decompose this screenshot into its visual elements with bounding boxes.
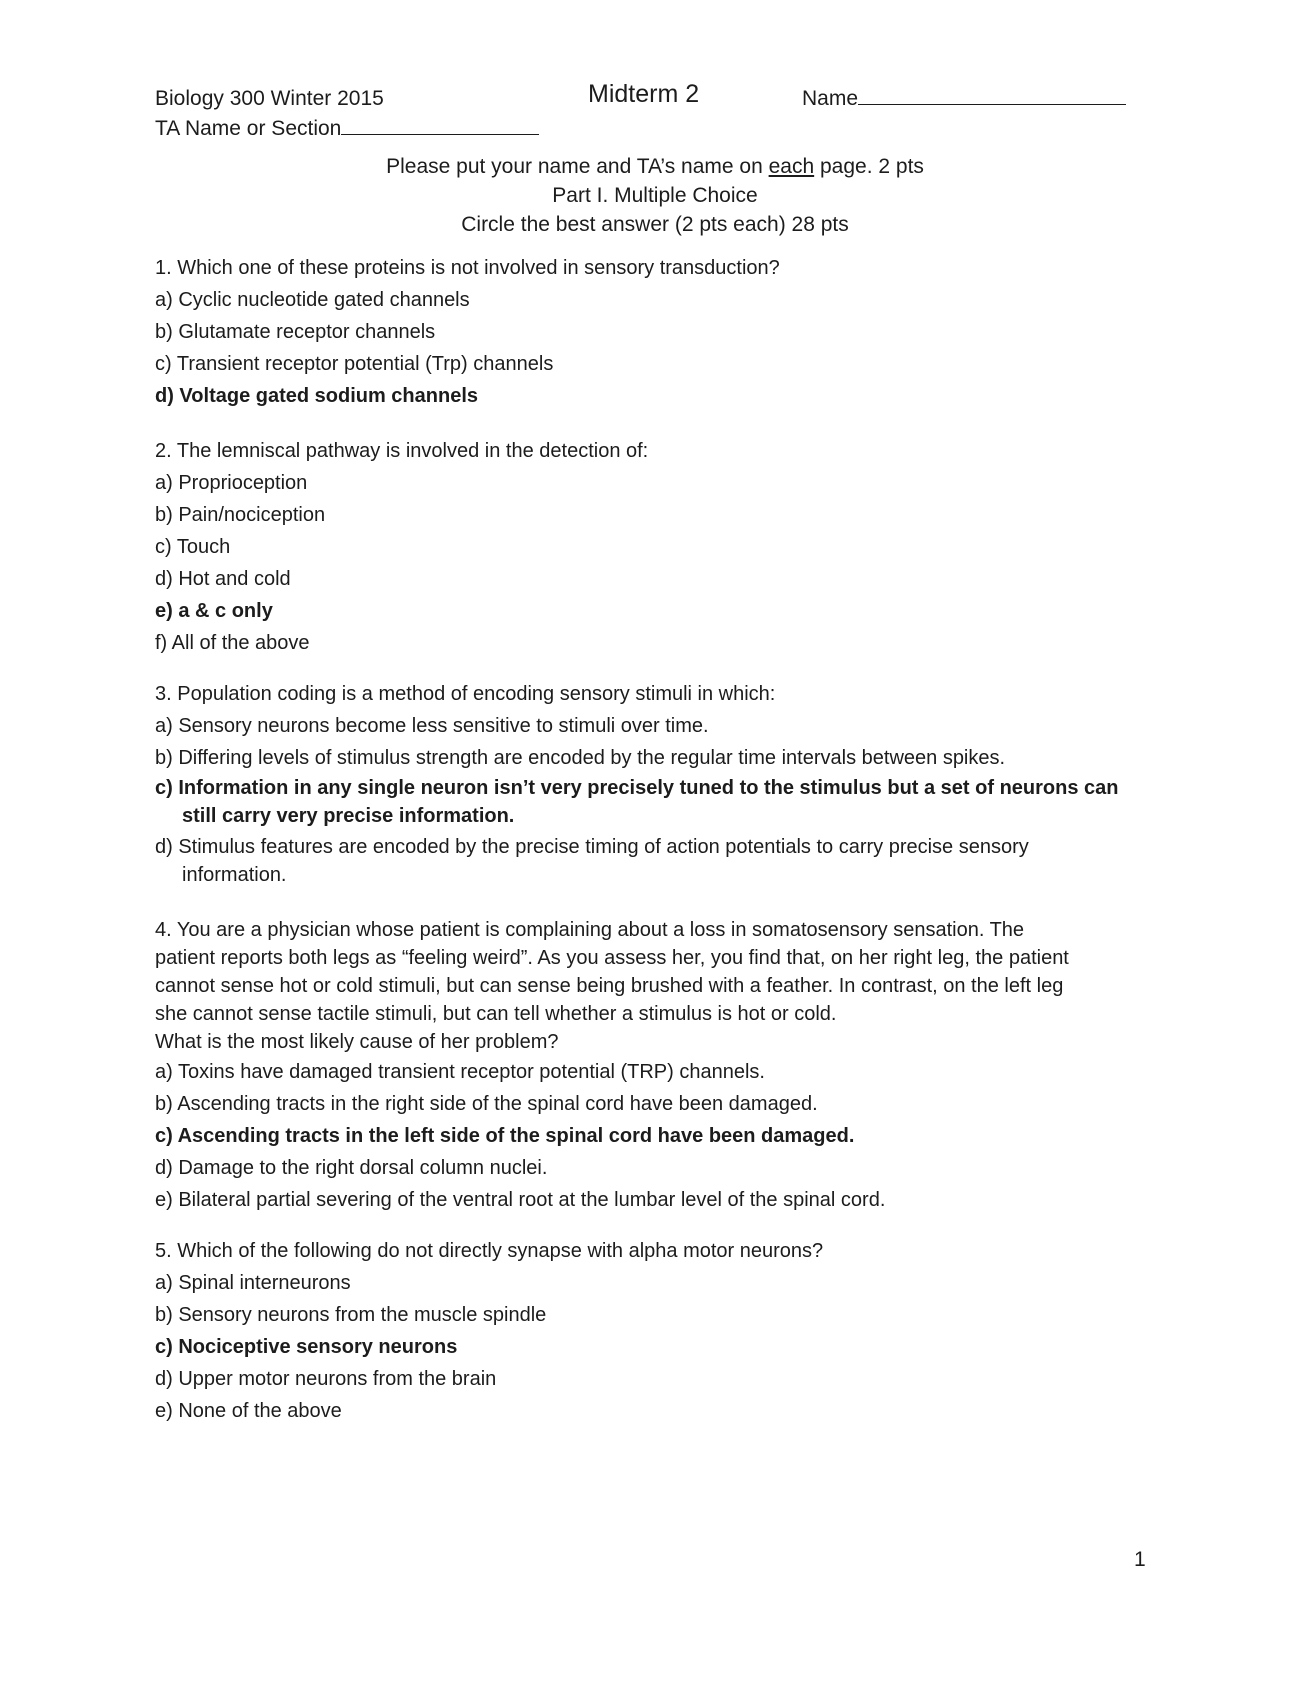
page-number: 1: [1134, 1548, 1146, 1571]
exam-title: Midterm 2: [588, 80, 700, 108]
option-b[interactable]: b) Glutamate receptor channels: [155, 321, 436, 343]
part-heading: Part I. Multiple Choice: [552, 184, 758, 207]
option-e[interactable]: e) Bilateral partial severing of the ventral root at the lumbar level of the spinal cord.: [155, 1189, 886, 1211]
option-d-line-2: information.: [182, 864, 287, 886]
instruction-line-3: Circle the best answer (2 pts each) 28 pts: [461, 213, 849, 236]
option-c-line-1: c) Information in any single neuron isn’t very precisely tuned to the stimulus but a set of neurons can: [155, 777, 1119, 799]
question-1: [155, 252, 1155, 412]
option-c-answer[interactable]: c) Nociceptive sensory neurons: [155, 1336, 458, 1358]
question-5: [155, 1235, 1155, 1427]
option-c[interactable]: c) Touch: [155, 536, 231, 558]
stem-line: she cannot sense tactile stimuli, but can tell whether a stimulus is hot or cold.: [155, 1003, 837, 1025]
instruction-text: Please put your name and TA’s name on: [386, 155, 769, 178]
option-a[interactable]: a) Spinal interneurons: [155, 1272, 351, 1294]
option-a[interactable]: a) Toxins have damaged transient receptor potential (TRP) channels.: [155, 1061, 765, 1083]
instruction-emphasis: each: [768, 155, 815, 178]
option-a[interactable]: a) Sensory neurons become less sensitive to stimuli over time.: [155, 715, 709, 737]
question-stem: 1. Which one of these proteins is not involved in sensory transduction?: [155, 257, 780, 279]
option-d[interactable]: d) Upper motor neurons from the brain: [155, 1368, 497, 1390]
ta-line: [155, 114, 539, 144]
ta-label: TA Name or Section: [155, 117, 342, 140]
option-e-answer[interactable]: e) a & c only: [155, 600, 273, 622]
header-left: [155, 84, 539, 144]
question-2: [155, 435, 1155, 659]
stem-line: 4. You are a physician whose patient is complaining about a loss in somatosensory sensation. The: [155, 919, 1025, 941]
name-label: Name: [802, 87, 859, 110]
option-c[interactable]: c) Transient receptor potential (Trp) channels: [155, 353, 554, 375]
instruction-points: page. 2 pts: [814, 155, 924, 178]
option-f[interactable]: f) All of the above: [155, 632, 310, 654]
option-b[interactable]: b) Pain/nociception: [155, 504, 326, 526]
stem-line: cannot sense hot or cold stimuli, but can sense being brushed with a feather. In contrast, on the left leg: [155, 975, 1064, 997]
option-b[interactable]: b) Ascending tracts in the right side of the spinal cord have been damaged.: [155, 1093, 818, 1115]
instructions: [155, 152, 1155, 239]
option-d[interactable]: d) Damage to the right dorsal column nuclei.: [155, 1157, 548, 1179]
name-line: [802, 84, 1126, 111]
option-a[interactable]: a) Proprioception: [155, 472, 308, 494]
stem-line: What is the most likely cause of her problem?: [155, 1031, 559, 1053]
question-3: [155, 678, 1155, 889]
option-b[interactable]: b) Differing levels of stimulus strength are encoded by the regular time intervals between spikes.: [155, 747, 1006, 769]
course-title: Biology 300 Winter 2015: [155, 87, 384, 110]
option-c-answer[interactable]: [155, 774, 1155, 830]
option-e[interactable]: e) None of the above: [155, 1400, 342, 1422]
option-c-answer[interactable]: c) Ascending tracts in the left side of the spinal cord have been damaged.: [155, 1125, 855, 1147]
stem-line: patient reports both legs as “feeling weird”. As you assess her, you find that, on her right leg, the patient: [155, 947, 1069, 969]
option-c-line-2: still carry very precise information.: [182, 805, 515, 827]
question-stem: 3. Population coding is a method of encoding sensory stimuli in which:: [155, 683, 776, 705]
question-4: [155, 916, 1155, 1216]
option-d-line-1: d) Stimulus features are encoded by the precise timing of action potentials to carry precise sensory: [155, 836, 1029, 858]
option-d[interactable]: [155, 833, 1155, 889]
question-stem: 5. Which of the following do not directly synapse with alpha motor neurons?: [155, 1240, 824, 1262]
question-stem: [155, 916, 1155, 1056]
option-a[interactable]: a) Cyclic nucleotide gated channels: [155, 289, 470, 311]
name-blank[interactable]: [858, 84, 1126, 105]
instruction-line-1: [155, 152, 1155, 181]
option-d[interactable]: d) Hot and cold: [155, 568, 291, 590]
question-stem: 2. The lemniscal pathway is involved in the detection of:: [155, 440, 649, 462]
ta-blank[interactable]: [341, 114, 539, 135]
option-b[interactable]: b) Sensory neurons from the muscle spindle: [155, 1304, 547, 1326]
option-d-answer[interactable]: d) Voltage gated sodium channels: [155, 385, 479, 407]
